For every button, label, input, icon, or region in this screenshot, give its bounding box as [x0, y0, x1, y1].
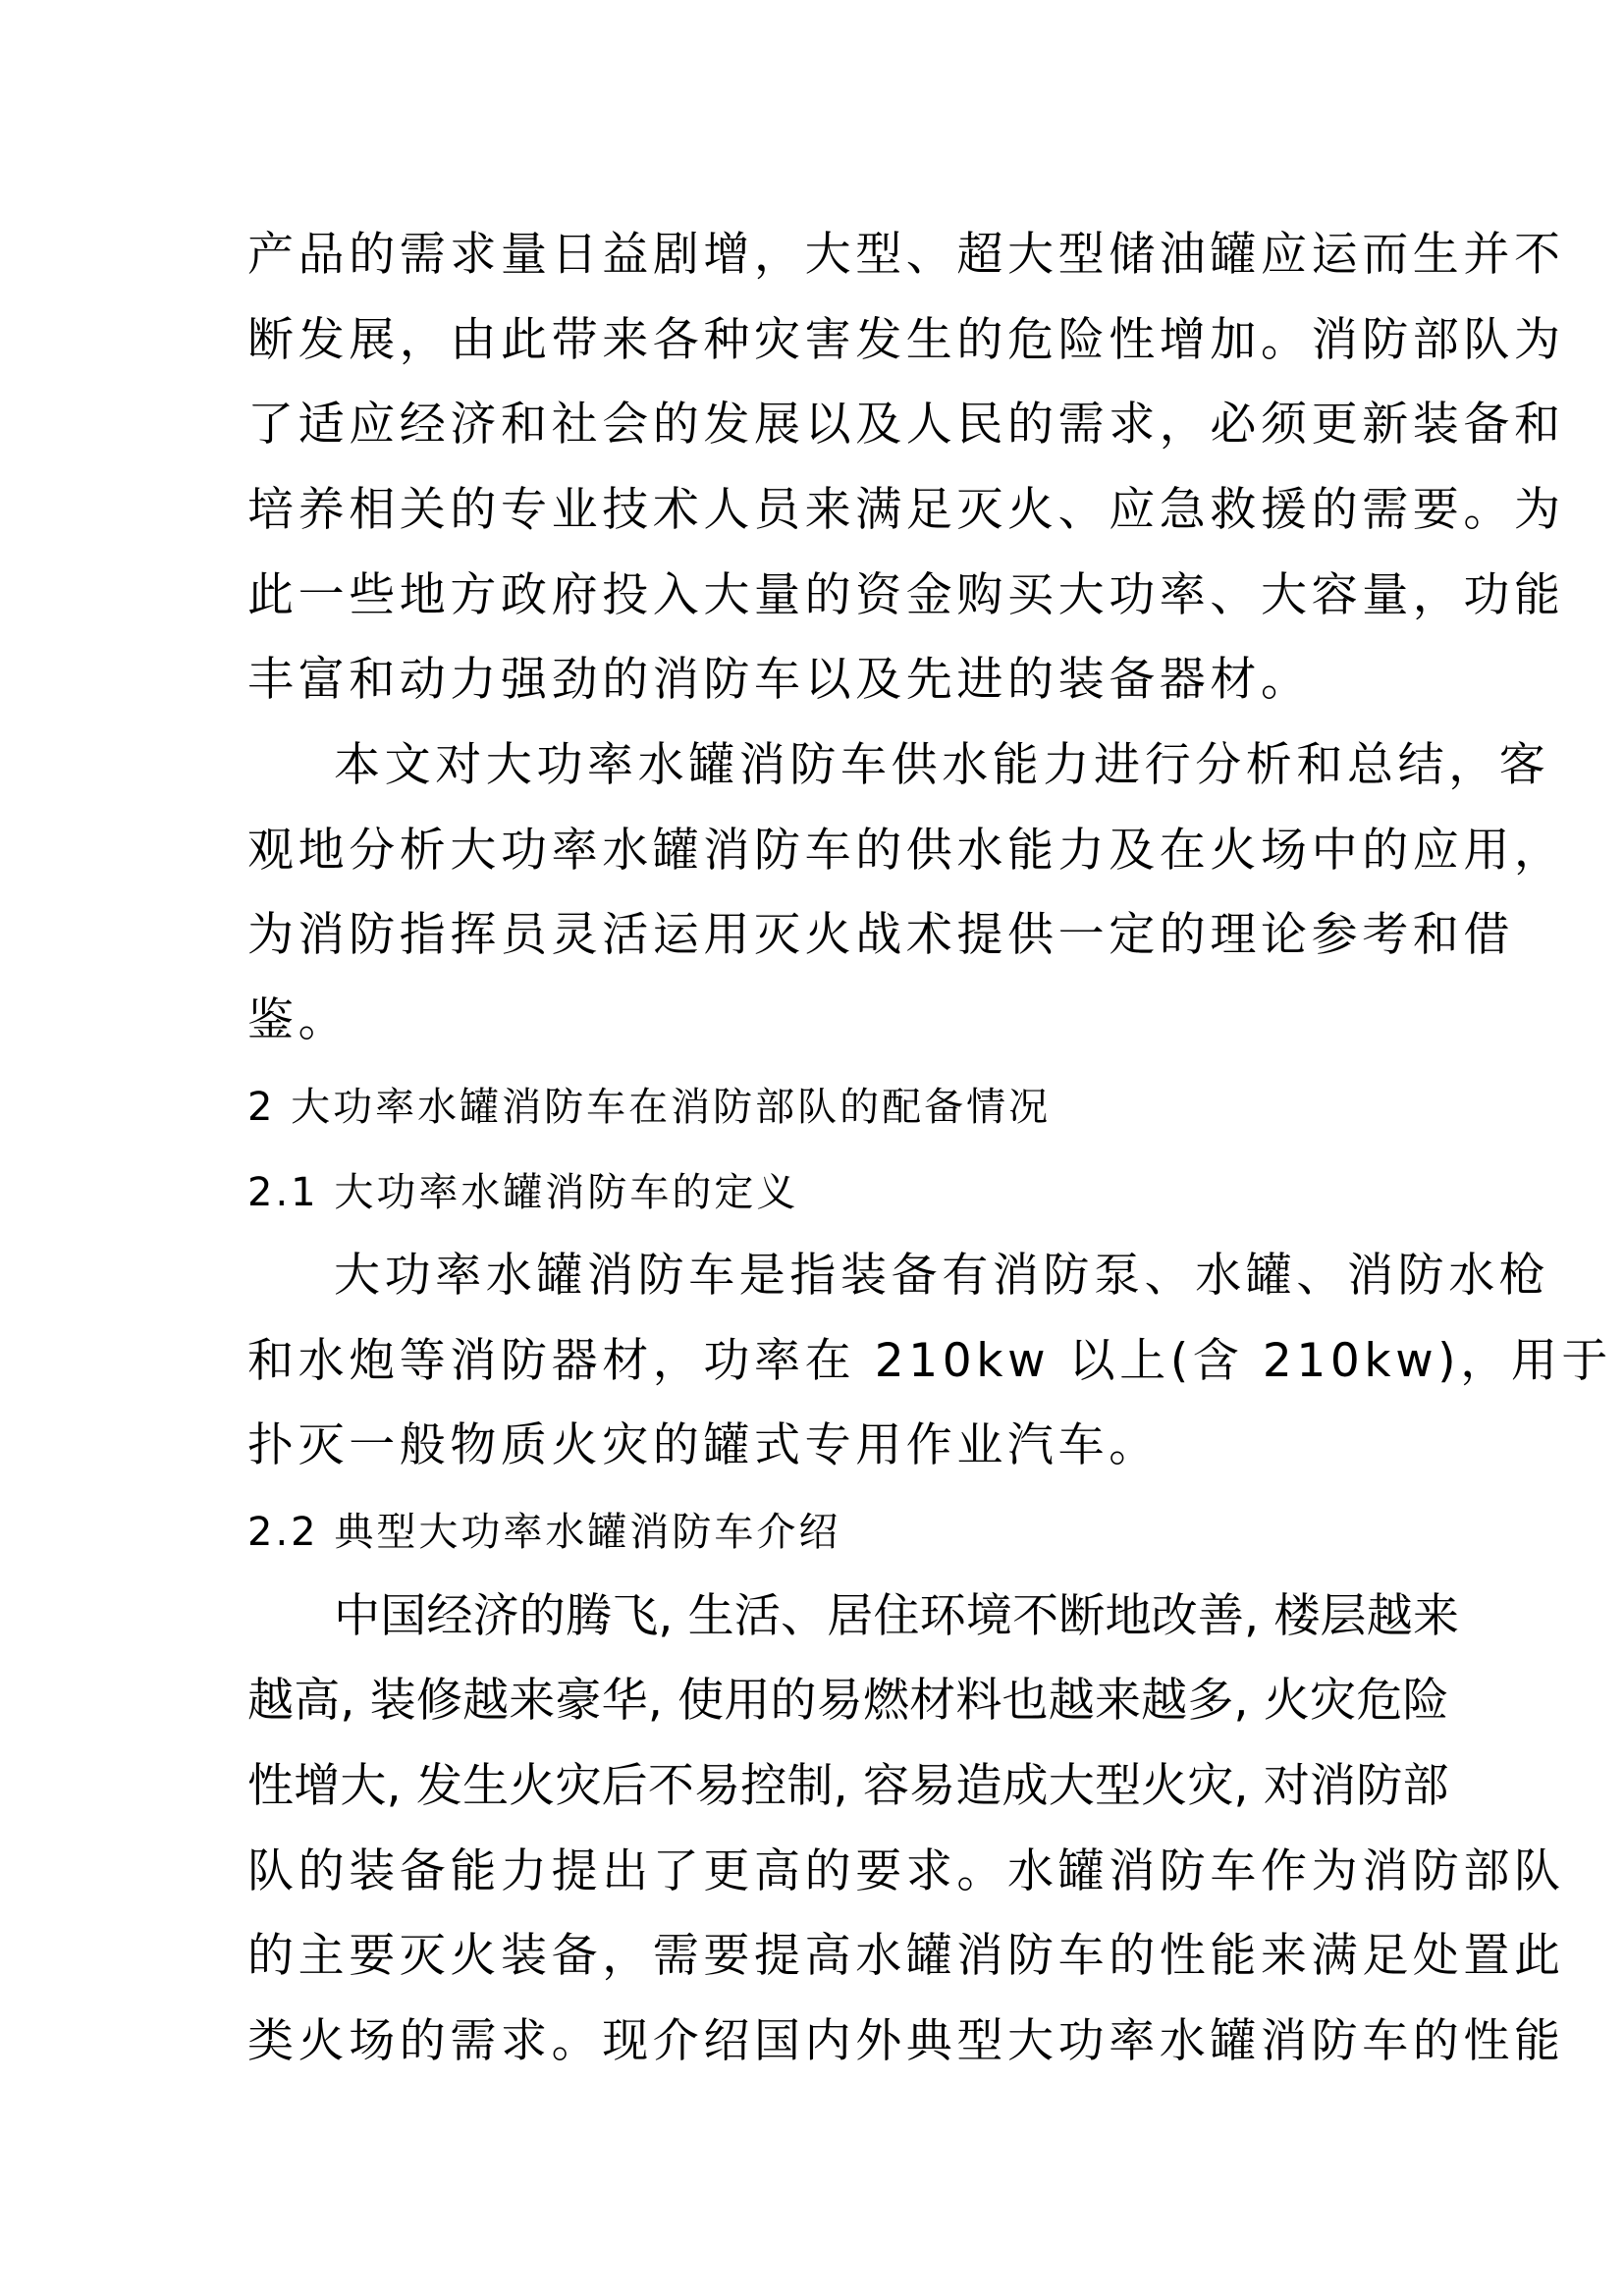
- section-heading-2-2: 2.2 典型大功率水罐消防车介绍: [247, 1510, 841, 1555]
- paragraph-4-line-4: 队的装备能力提出了更高的要求。水罐消防车作为消防部队: [247, 1844, 1565, 1898]
- paragraph-3-line-1: 大功率水罐消防车是指装备有消防泵、水罐、消防水枪: [334, 1249, 1550, 1303]
- paragraph-1-line-3: 了适应经济和社会的发展以及人民的需求，必须更新装备和: [247, 398, 1565, 452]
- paragraph-3-line-3: 扑灭一般物质火灾的罐式专用作业汽车。: [247, 1418, 1160, 1472]
- section-heading-2: 2 大功率水罐消防车在消防部队的配备情况: [247, 1085, 1052, 1130]
- paragraph-2-line-1: 本文对大功率水罐消防车供水能力进行分析和总结，客: [334, 738, 1550, 792]
- paragraph-1-line-6: 丰富和动力强劲的消防车以及先进的装备器材。: [247, 653, 1312, 707]
- paragraph-1-line-5: 此一些地方政府投入大量的资金购买大功率、大容量，功能: [247, 568, 1565, 622]
- section-heading-2-1: 2.1 大功率水罐消防车的定义: [247, 1170, 799, 1215]
- paragraph-1-line-4: 培养相关的专业技术人员来满足灭火、应急救援的需要。为: [247, 483, 1565, 537]
- paragraph-4-line-3: 性增大, 发生火灾后不易控制, 容易造成大型火灾, 对消防部: [247, 1759, 1449, 1813]
- paragraph-1-line-2: 断发展，由此带来各种灾害发生的危险性增加。消防部队为: [247, 313, 1565, 367]
- paragraph-2-line-4: 鉴。: [247, 993, 350, 1047]
- paragraph-2-line-2: 观地分析大功率水罐消防车的供水能力及在火场中的应用，: [247, 824, 1565, 878]
- paragraph-3-line-2: 和水炮等消防器材，功率在 210kw 以上(含 210kw)，用于: [247, 1334, 1613, 1388]
- paragraph-1-line-1: 产品的需求量日益剧增，大型、超大型储油罐应运而生并不: [247, 228, 1565, 282]
- paragraph-4-line-6: 类火场的需求。现介绍国内外典型大功率水罐消防车的性能: [247, 2014, 1565, 2068]
- paragraph-4-line-2: 越高, 装修越来豪华, 使用的易燃材料也越来越多, 火灾危险: [247, 1674, 1449, 1728]
- paragraph-2-line-3: 为消防指挥员灵活运用灭火战术提供一定的理论参考和借: [247, 908, 1514, 962]
- paragraph-4-line-1: 中国经济的腾飞, 生活、居住环境不断地改善, 楼层越来: [334, 1589, 1460, 1643]
- paragraph-4-line-5: 的主要灭火装备，需要提高水罐消防车的性能来满足处置此: [247, 1929, 1565, 1983]
